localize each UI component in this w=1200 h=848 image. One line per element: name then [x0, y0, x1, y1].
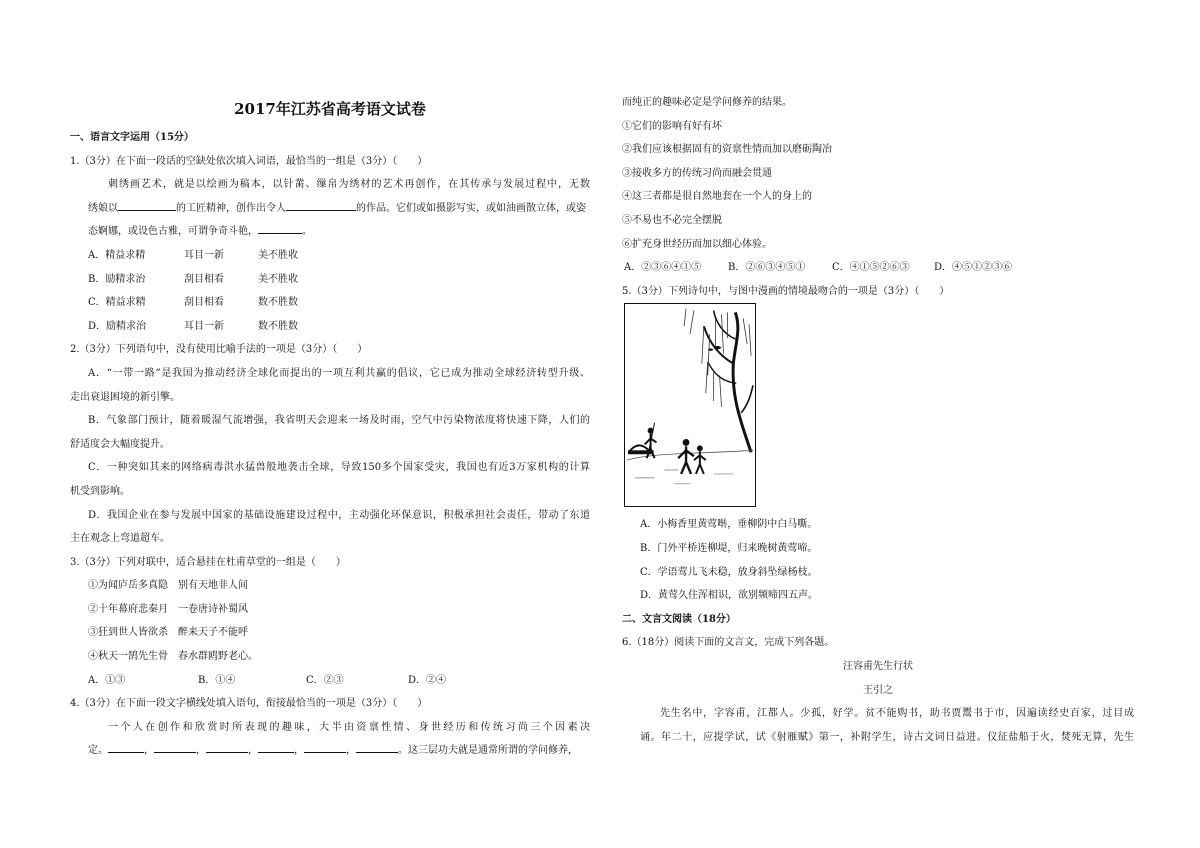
q2-option-d-line-1[interactable]: D．我国企业在参与发展中国家的基础设施建设过程中，主动强化环保意识，积极承担社会责任，带动了东道	[88, 509, 590, 521]
q4-stem: 4.（3分）在下面一段文字横线处填入语句，衔接最恰当的一项是（3分）（ ）	[70, 698, 428, 710]
q3-couplet-1: ①为闻庐岳多真隐 别有天地非人间	[88, 580, 248, 592]
q6-passage-author: 王引之	[863, 684, 893, 696]
q4-item-6: ⑥扩充身世经历而加以细心体验。	[622, 238, 772, 250]
q4-option-a[interactable]: A．②③⑥④①⑤	[624, 262, 702, 274]
exam-title: 2017年江苏省高考语文试卷	[234, 100, 426, 118]
q6-passage-line-2: 诵。年二十，应提学试，试《射雁赋》第一，补附学生，诗古文词日益进。仪征盐船于火，焚死无算，先生	[640, 731, 1134, 743]
q1-blank-2	[286, 198, 356, 211]
q4-blank-1	[108, 740, 144, 753]
q2-option-b-line-2: 舒适度会大幅度提升。	[70, 438, 170, 450]
q6-passage-title: 汪容甫先生行状	[843, 660, 913, 672]
q4-option-d[interactable]: D．④⑤①②③⑥	[934, 262, 1013, 274]
q2-stem: 2.（3分）下列语句中，没有使用比喻手法的一项是（3分）（ ）	[70, 344, 368, 356]
q3-option-a[interactable]: A．①③	[88, 674, 126, 686]
q3-options	[70, 669, 590, 693]
section-1-heading: 一、语言文字运用（15分）	[70, 132, 194, 143]
q1-option-b[interactable]: B．励精求治 刮目相看 美不胜收	[88, 273, 298, 285]
q1-blank-1	[118, 198, 176, 211]
q1-option-d[interactable]: D．励精求治 耳目一新 数不胜数	[88, 320, 298, 332]
q5-option-a[interactable]: A．小梅香里黄莺啭，垂柳阴中白马嘶。	[640, 519, 818, 531]
q5-option-c[interactable]: C．学语莺儿飞未稳，放身斜坠绿杨枝。	[640, 566, 818, 578]
q4-passage-line-2: 定。 ， ， ， ， ， 。这三层功夫就是通常所谓的学问修养，	[70, 739, 590, 763]
q3-option-b[interactable]: B．①④	[198, 674, 236, 686]
q3-couplet-4: ④秋天一鹄先生骨 春水群鸥野老心。	[88, 651, 258, 663]
q5-figure-area	[622, 303, 1134, 513]
cartoon-illustration	[624, 303, 756, 507]
q3-couplet-2: ②十年幕府悲秦月 一卷唐诗补蜀风	[88, 603, 248, 615]
q4-passage-line-1: 一个人在创作和欣赏时所表现的趣味，大半由资禀性情、身世经历和传统习尚三个因素决	[108, 721, 590, 733]
q4-options	[622, 256, 1134, 280]
q4-blank-5	[304, 740, 346, 753]
q1-passage-line-2: 绣娘以 的工匠精神，创作出令人 的作品。它们或如摄影写实，或如油画散立体，或姿	[70, 197, 590, 221]
willow-travelers-icon	[625, 304, 755, 506]
section-2-heading: 二、文言文阅读（18分）	[622, 613, 736, 625]
q5-option-b[interactable]: B．门外平桥连柳堤，归来晚树黄莺啼。	[640, 542, 818, 554]
q2-option-a-line-2: 走出衰退困境的新引擎。	[70, 391, 180, 403]
q4-item-4: ④这三者都是很自然地套在一个人的身上的	[622, 191, 812, 203]
q1-passage-line-1: 刺绣画艺术，就是以绘画为稿本，以针黹、缫帛为绣材的艺术再创作，在其传承与发展过程中，无数	[108, 179, 590, 191]
q5-stem: 5.（3分）下列诗句中，与图中漫画的情境最吻合的一项是（3分）（ ）	[622, 285, 950, 297]
q2-option-b-line-1[interactable]: B．气象部门预计，随着暖湿气流增强，我省明天会迎来一场及时雨，空气中污染物浓度将快速下降，人们的	[88, 415, 590, 427]
q1-passage-line-3: 态婀娜，或设色古雅，可谓争奇斗艳， 。	[70, 220, 590, 244]
q4-option-b[interactable]: B．②⑥③④⑤①	[728, 262, 806, 274]
q1-stem: 1.（3分）在下面一段话的空缺处依次填入词语，最恰当的一组是（3分）（ ）	[70, 155, 428, 167]
q4-blank-6	[356, 740, 398, 753]
q4-option-c[interactable]: C．④①⑤②⑥③	[832, 262, 910, 274]
q3-option-c[interactable]: C．②③	[306, 674, 344, 686]
q3-option-d[interactable]: D．②④	[408, 674, 447, 686]
q4-blank-4	[258, 740, 294, 753]
q4-blank-2	[154, 740, 196, 753]
q2-option-a-line-1[interactable]: A．“一带一路”是我国为推动经济全球化而提出的一项互利共赢的倡议，它已成为推动全球经济转型升级、	[88, 367, 590, 379]
q4-item-3: ③接收多方的传统习尚而融会贯通	[622, 167, 772, 179]
q1-option-c[interactable]: C．精益求精 刮目相看 数不胜数	[88, 297, 298, 309]
q4-item-1: ①它们的影响有好有坏	[622, 120, 722, 132]
q3-stem: 3.（3分）下列对联中，适合悬挂在杜甫草堂的一组是（ ）	[70, 556, 346, 568]
q4-blank-3	[206, 740, 248, 753]
q1-option-a[interactable]: A．精益求精 耳目一新 美不胜收	[88, 249, 298, 261]
q5-option-d[interactable]: D．黄莺久住浑相识，欲别频啼四五声。	[640, 590, 819, 602]
q6-passage-line-1: 先生名中，字容甫，江都人。少孤，好学。贫不能购书，助书贾鬻书于市，因遍读经史百家，过目成	[660, 708, 1134, 720]
q1-blank-3	[258, 221, 302, 234]
q2-option-c-line-1[interactable]: C．一种突如其来的网络病毒洪水猛兽般地袭击全球，导致150多个国家受灾，我国也有近3万家机构的计算	[88, 462, 590, 474]
q3-couplet-3: ③狂到世人皆欲杀 醉来天子不能呼	[88, 627, 248, 639]
left-column	[70, 90, 590, 763]
q4-item-5: ⑤不易也不必完全摆脱	[622, 214, 722, 226]
q4-item-2: ②我们应该根据固有的资禀性情而加以磨砺陶冶	[622, 144, 832, 156]
q4-passage-line-3: 而纯正的趣味必定是学问修养的结果。	[622, 97, 792, 108]
right-column	[622, 91, 1134, 749]
q6-stem: 6.（18分）阅读下面的文言文，完成下列各题。	[622, 637, 835, 649]
q2-option-c-line-2: 机受到影响。	[70, 485, 130, 497]
q2-option-d-line-2: 主在观念上弯道超车。	[70, 533, 170, 545]
